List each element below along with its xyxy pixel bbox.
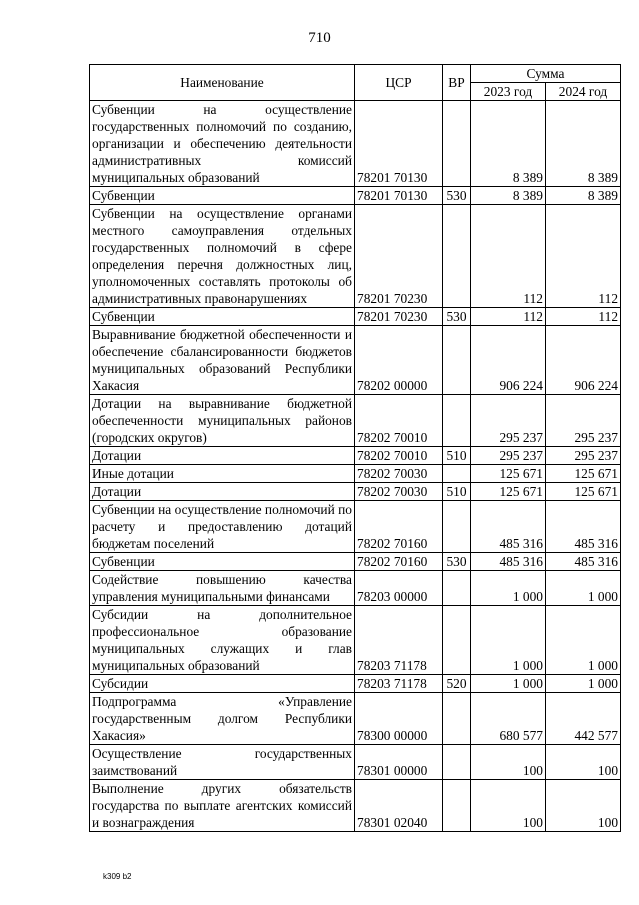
row-sum-2023: 8 389: [471, 101, 546, 187]
row-sum-2023: 485 316: [471, 501, 546, 553]
row-sum-2023: 1 000: [471, 675, 546, 693]
row-sum-2023: 485 316: [471, 553, 546, 571]
row-sum-2023: 295 237: [471, 447, 546, 465]
row-csr: 78300 00000: [355, 693, 443, 745]
row-sum-2023: 1 000: [471, 606, 546, 675]
row-sum-2024: 1 000: [546, 571, 621, 606]
row-csr: 78202 70010: [355, 447, 443, 465]
row-sum-2024: 112: [546, 205, 621, 308]
row-vr: [443, 745, 471, 780]
row-sum-2024: 100: [546, 745, 621, 780]
header-name: Наименование: [90, 65, 355, 101]
row-sum-2024: 295 237: [546, 447, 621, 465]
table-row: [90, 465, 621, 483]
row-csr: 78201 70230: [355, 308, 443, 326]
table-row: [90, 308, 621, 326]
header-csr: ЦСР: [355, 65, 443, 101]
table-row: [90, 606, 621, 675]
row-sum-2023: 1 000: [471, 571, 546, 606]
header-vr: ВР: [443, 65, 471, 101]
row-sum-2024: 1 000: [546, 606, 621, 675]
row-name: Дотации: [90, 447, 355, 465]
row-csr: 78301 00000: [355, 745, 443, 780]
row-name: Субвенции на осуществление полномочий по расчету и предоставлению дотаций бюджетам поселений: [90, 501, 355, 553]
row-sum-2024: 112: [546, 308, 621, 326]
row-sum-2024: 100: [546, 780, 621, 832]
row-sum-2024: 8 389: [546, 101, 621, 187]
row-sum-2023: 100: [471, 745, 546, 780]
row-sum-2024: 125 671: [546, 483, 621, 501]
row-sum-2023: 125 671: [471, 483, 546, 501]
row-csr: 78201 70230: [355, 205, 443, 308]
row-vr: 510: [443, 483, 471, 501]
row-vr: [443, 465, 471, 483]
row-name: Субвенции на осуществление органами местного самоуправления отдельных государственных полномочий в сфере определения перечня должностных лиц, уполномоченных составлять протоколы об административных правонарушениях: [90, 205, 355, 308]
row-csr: 78203 71178: [355, 606, 443, 675]
table-row: [90, 101, 621, 187]
table-row: [90, 693, 621, 745]
row-sum-2024: 442 577: [546, 693, 621, 745]
row-vr: 530: [443, 553, 471, 571]
row-name: Иные дотации: [90, 465, 355, 483]
row-csr: 78202 70010: [355, 395, 443, 447]
row-csr: 78201 70130: [355, 101, 443, 187]
row-csr: 78201 70130: [355, 187, 443, 205]
row-vr: [443, 606, 471, 675]
row-name: Субсидии: [90, 675, 355, 693]
row-csr: 78301 02040: [355, 780, 443, 832]
row-vr: 510: [443, 447, 471, 465]
row-name: Подпрограмма «Управление государственным долгом Республики Хакасия»: [90, 693, 355, 745]
row-vr: [443, 101, 471, 187]
row-vr: 530: [443, 187, 471, 205]
row-vr: [443, 780, 471, 832]
row-sum-2024: 485 316: [546, 501, 621, 553]
table-row: [90, 447, 621, 465]
row-name: Осуществление государственных заимствований: [90, 745, 355, 780]
table-row: [90, 187, 621, 205]
table-row: [90, 553, 621, 571]
row-name: Выравнивание бюджетной обеспеченности и обеспечение сбалансированности бюджетов муниципальных образований Республики Хакасия: [90, 326, 355, 395]
row-sum-2023: 295 237: [471, 395, 546, 447]
row-sum-2023: 906 224: [471, 326, 546, 395]
row-vr: 530: [443, 308, 471, 326]
row-name: Содействие повышению качества управления муниципальными финансами: [90, 571, 355, 606]
row-vr: [443, 395, 471, 447]
footer-code: k309 b2: [103, 872, 132, 881]
row-vr: 520: [443, 675, 471, 693]
row-csr: 78203 00000: [355, 571, 443, 606]
row-name: Субвенции: [90, 308, 355, 326]
table-row: [90, 745, 621, 780]
table-row: [90, 780, 621, 832]
row-csr: 78202 70160: [355, 553, 443, 571]
table-row: [90, 326, 621, 395]
row-sum-2023: 8 389: [471, 187, 546, 205]
row-csr: 78203 71178: [355, 675, 443, 693]
table-row: [90, 571, 621, 606]
row-vr: [443, 571, 471, 606]
row-csr: 78202 70030: [355, 483, 443, 501]
table-row: [90, 395, 621, 447]
row-name: Выполнение других обязательств государства по выплате агентских комиссий и вознаграждения: [90, 780, 355, 832]
row-name: Субвенции на осуществление государственных полномочий по созданию, организации и обеспечению деятельности административных комиссий муниципальных образований: [90, 101, 355, 187]
budget-table: [89, 64, 621, 832]
row-sum-2024: 1 000: [546, 675, 621, 693]
row-vr: [443, 326, 471, 395]
row-name: Субвенции: [90, 553, 355, 571]
row-name: Субвенции: [90, 187, 355, 205]
row-vr: [443, 501, 471, 553]
row-sum-2023: 112: [471, 308, 546, 326]
row-name: Дотации на выравнивание бюджетной обеспеченности муниципальных районов (городских округов): [90, 395, 355, 447]
row-csr: 78202 70030: [355, 465, 443, 483]
row-csr: 78202 00000: [355, 326, 443, 395]
table-row: [90, 483, 621, 501]
row-name: Субсидии на дополнительное профессиональное образование муниципальных служащих и глав муниципальных образований: [90, 606, 355, 675]
row-sum-2023: 125 671: [471, 465, 546, 483]
row-sum-2024: 485 316: [546, 553, 621, 571]
row-sum-2023: 112: [471, 205, 546, 308]
table-row: [90, 675, 621, 693]
page-number: 710: [308, 30, 331, 46]
row-csr: 78202 70160: [355, 501, 443, 553]
header-year-2024: 2024 год: [546, 83, 621, 101]
table-row: [90, 205, 621, 308]
row-sum-2024: 906 224: [546, 326, 621, 395]
row-sum-2023: 680 577: [471, 693, 546, 745]
row-name: Дотации: [90, 483, 355, 501]
row-vr: [443, 693, 471, 745]
row-sum-2024: 8 389: [546, 187, 621, 205]
row-sum-2024: 295 237: [546, 395, 621, 447]
row-sum-2024: 125 671: [546, 465, 621, 483]
row-sum-2023: 100: [471, 780, 546, 832]
header-year-2023: 2023 год: [471, 83, 546, 101]
row-vr: [443, 205, 471, 308]
header-sum: Сумма: [471, 65, 621, 83]
table-row: [90, 501, 621, 553]
